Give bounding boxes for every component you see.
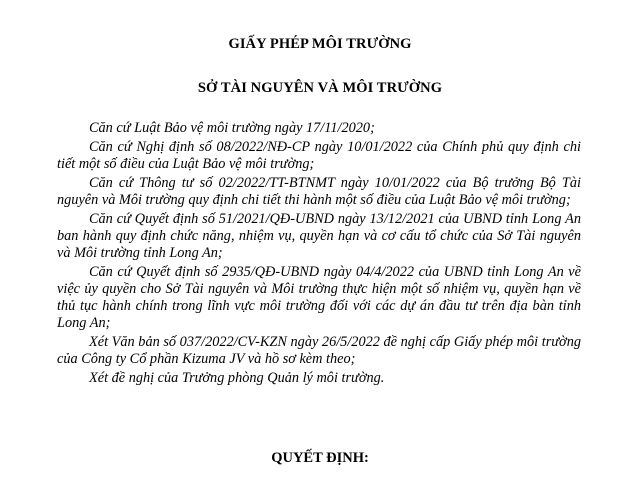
document-title: GIẤY PHÉP MÔI TRƯỜNG bbox=[228, 36, 412, 52]
legal-basis-item: Xét Văn bản số 037/2022/CV-KZN ngày 26/5/2022 đề nghị cấp Giấy phép môi trường của Công ty Cổ phần Kizuma JV và hồ sơ kèm theo; bbox=[57, 334, 581, 367]
legal-basis-item: Căn cứ Quyết định số 51/2021/QĐ-UBND ngày 13/12/2021 của UBND tỉnh Long An ban hành quy định chức năng, nhiệm vụ, quyền hạn và cơ cấu tổ chức của Sở Tài nguyên và Môi trường tỉnh Long An; bbox=[57, 211, 581, 261]
legal-basis-list bbox=[57, 120, 581, 389]
legal-basis-item: Căn cứ Thông tư số 02/2022/TT-BTNMT ngày 10/01/2022 của Bộ trưởng Bộ Tài nguyên và Môi trường quy định chi tiết thi hành một số điều của Luật Bảo vệ môi trường; bbox=[57, 175, 581, 208]
legal-basis-item: Xét đề nghị của Trưởng phòng Quản lý môi trường. bbox=[89, 370, 385, 386]
issuing-authority: SỞ TÀI NGUYÊN VÀ MÔI TRƯỜNG bbox=[197, 80, 443, 96]
legal-basis-item: Căn cứ Luật Bảo vệ môi trường ngày 17/11/2020; bbox=[89, 120, 375, 136]
legal-basis-item: Căn cứ Nghị định số 08/2022/NĐ-CP ngày 10/01/2022 của Chính phủ quy định chi tiết một số điều của Luật Bảo vệ môi trường; bbox=[57, 139, 581, 172]
top-cut-text bbox=[412, 0, 632, 7]
decision-heading: QUYẾT ĐỊNH: bbox=[271, 450, 369, 466]
legal-basis-item: Căn cứ Quyết định số 2935/QĐ-UBND ngày 04/4/2022 của UBND tỉnh Long An về việc ủy quyền cho Sở Tài nguyên và Môi trường thực hiện một số nhiệm vụ, quyền hạn về thủ tục hành chính trong lĩnh vực môi trường đối với các dự án đầu tư trên địa bàn tỉnh Long An; bbox=[57, 264, 581, 331]
